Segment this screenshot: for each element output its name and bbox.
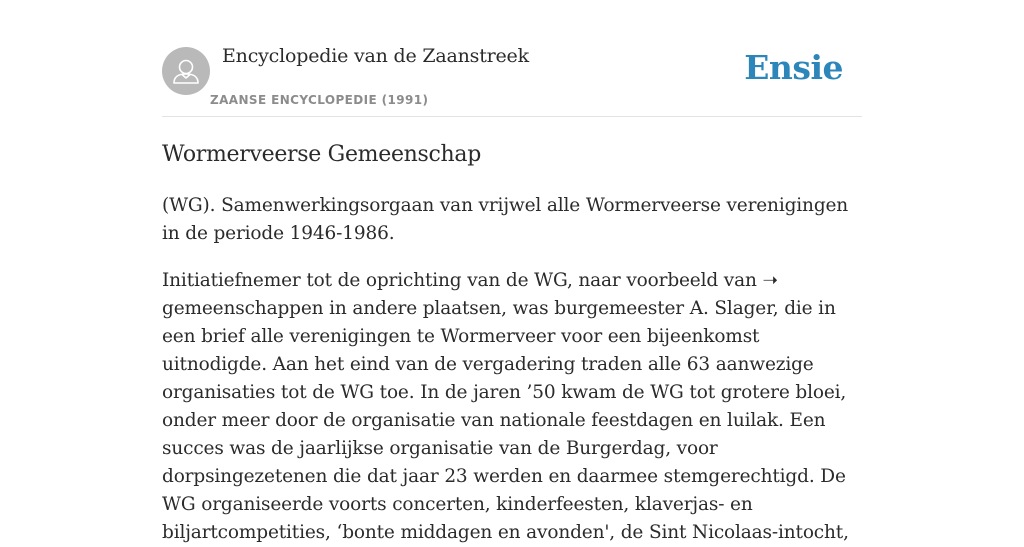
article-title: Wormerveerse Gemeenschap [162, 142, 482, 167]
user-avatar-icon[interactable] [162, 47, 210, 95]
person-icon [162, 47, 210, 95]
ensie-logo-link[interactable]: Ensie [744, 48, 843, 87]
publication-subtitle: ZAANSE ENCYCLOPEDIE (1991) [210, 93, 429, 107]
publication-title-link[interactable]: Encyclopedie van de Zaanstreek [222, 45, 529, 67]
article-content [162, 140, 862, 547]
article-paragraph: (WG). Samenwerkingsorgaan van vrijwel alle Wormerveerse verenigingen in de periode 1946-1986. [162, 195, 849, 244]
article-paragraph: Initiatiefnemer tot de oprichting van de WG, naar voorbeeld van ➝ gemeenschappen in andere plaatsen, was burgemeester A. Slager, die in een brief alle verenigingen te Wormerveer voor een bijeenkomst uitnodigde. Aan het eind van de vergadering traden alle 63 aanwezige organisaties tot de WG toe. In de jaren ’50 kwam de WG tot grotere bloei, onder meer door de organisatie van nationale feestdagen en luilak. Een succes was de jaarlijkse organisatie van de Burgerdag, voor dorpsingezetenen die dat jaar 23 werden en daarmee stemgerechtigd. De WG organiseerde voorts concerten, kinderfeesten, klaverjas- en biljartcompetities, ‘bonte middagen en avonden', de Sint Nicolaas-intocht, [162, 270, 849, 543]
page-header [162, 0, 862, 117]
